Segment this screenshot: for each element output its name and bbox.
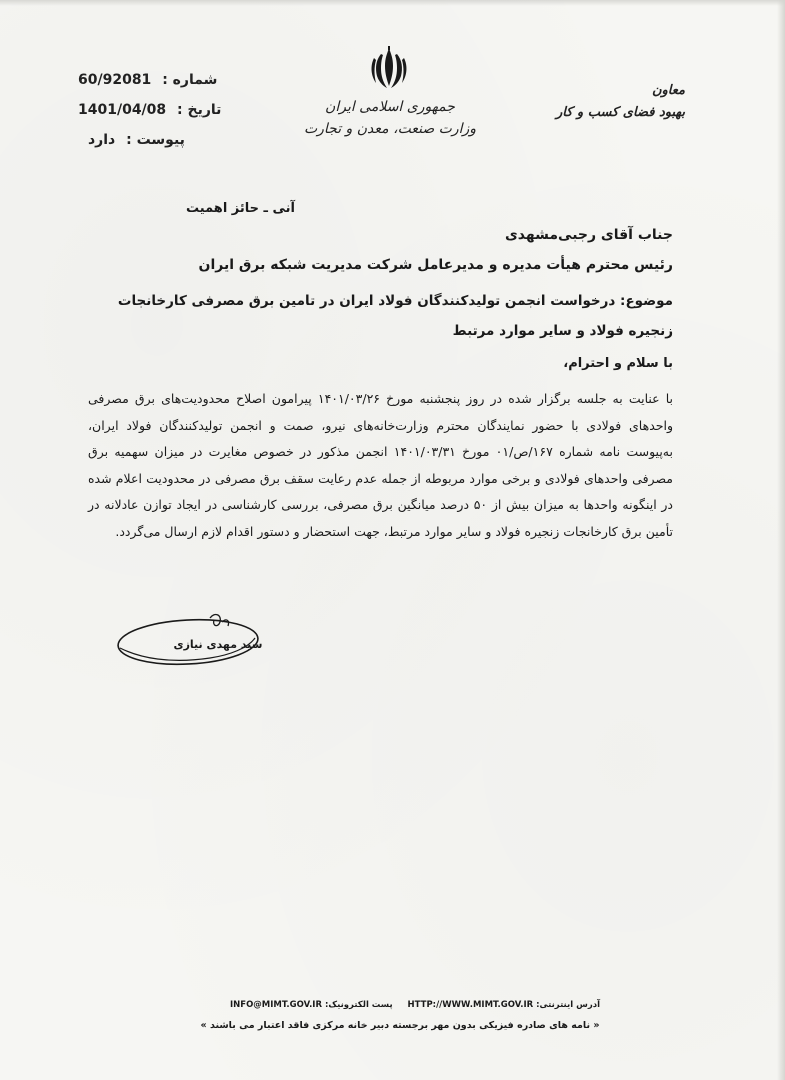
deputy-title: [555, 80, 685, 124]
signature-name: سید مهدی نیازی: [173, 638, 263, 651]
footer-address: [408, 1000, 600, 1010]
footer-note: « نامه های صادره فیزیکی بدون مهر برجسته دبیر خانه مرکزی فاقد اعتبار می باشند »: [200, 1020, 600, 1031]
attachment-value: دارد: [88, 132, 116, 148]
footer-contact: [230, 1000, 600, 1010]
deputy-line-2: بهبود فضای کسب و کار: [555, 105, 685, 120]
ministry-title: [300, 96, 480, 140]
recipient-title: رئیس محترم هیأت مدیره و مدیرعامل شرکت مدیریت شبکه برق ایران: [198, 257, 673, 273]
iran-emblem-icon: [365, 44, 413, 92]
number-label: شماره :: [162, 72, 218, 88]
ministry-line-1: جمهوری اسلامی ایران: [325, 99, 455, 115]
greeting: با سلام و احترام،: [563, 356, 673, 371]
letter-body: با عنایت به جلسه برگزار شده در روز پنجشنبه مورخ ۱۴۰۱/۰۳/۲۶ پیرامون اصلاح محدودیت‌های برق مصرفی واحدهای فولادی با حضور نمایندگان محترم وزارت‌خانه‌های نیرو، صمت و انجمن تولیدکنندگان فولاد ایران، به‌پیوست نامه شماره ۱۶۷/ص/۰۱ مورخ ۱۴۰۱/۰۳/۳۱ انجمن مذکور در خصوص مغایرت در میزان سهمیه برق مصرفی واحدهای فولادی و برخی موارد مربوطه از جمله عدم رعایت سقف برق مصرفی در محدودیت اعلام شده در اینگونه واحدها به میزان بیش از ۵۰ درصد میانگین برق مصرفی، بررسی کارشناسی در ایجاد توازن عادلانه در تأمین برق کارخانجات زنجیره فولاد و سایر موارد مرتبط، جهت استحضار و دستور اقدام لازم ارسال می‌گردد.: [88, 391, 674, 539]
footer-email: [230, 1000, 393, 1010]
scan-edge: [777, 0, 785, 1080]
recipient-name: جناب آقای رجبی‌مشهدی: [504, 227, 673, 243]
letter-number: [78, 72, 217, 88]
letter-attachment: [88, 132, 185, 148]
number-value: 60/92081: [78, 72, 152, 88]
website-link[interactable]: HTTP://WWW.MIMT.GOV.IR: [407, 1000, 534, 1010]
date-value: 1401/04/08: [78, 102, 167, 118]
priority-label: آنی ـ حائز اهمیت: [186, 201, 295, 216]
email-link[interactable]: INFO@MIMT.GOV.IR: [230, 1000, 323, 1010]
letter-date: [78, 102, 221, 118]
date-label: تاریخ :: [177, 102, 222, 118]
deputy-line-1: معاون: [651, 83, 685, 98]
email-label: پست الکترونیک:: [325, 1000, 393, 1010]
website-label: آدرس اینترنتی:: [536, 1000, 600, 1010]
ministry-line-2: وزارت صنعت، معدن و تجارت: [303, 121, 477, 137]
letter-subject: موضوع: درخواست انجمن تولیدکنندگان فولاد ایران در تامین برق مصرفی کارخانجات زنجیره فولاد و سایر موارد مرتبط: [117, 293, 673, 339]
attachment-label: پیوست :: [126, 132, 185, 148]
scan-edge: [0, 0, 785, 6]
